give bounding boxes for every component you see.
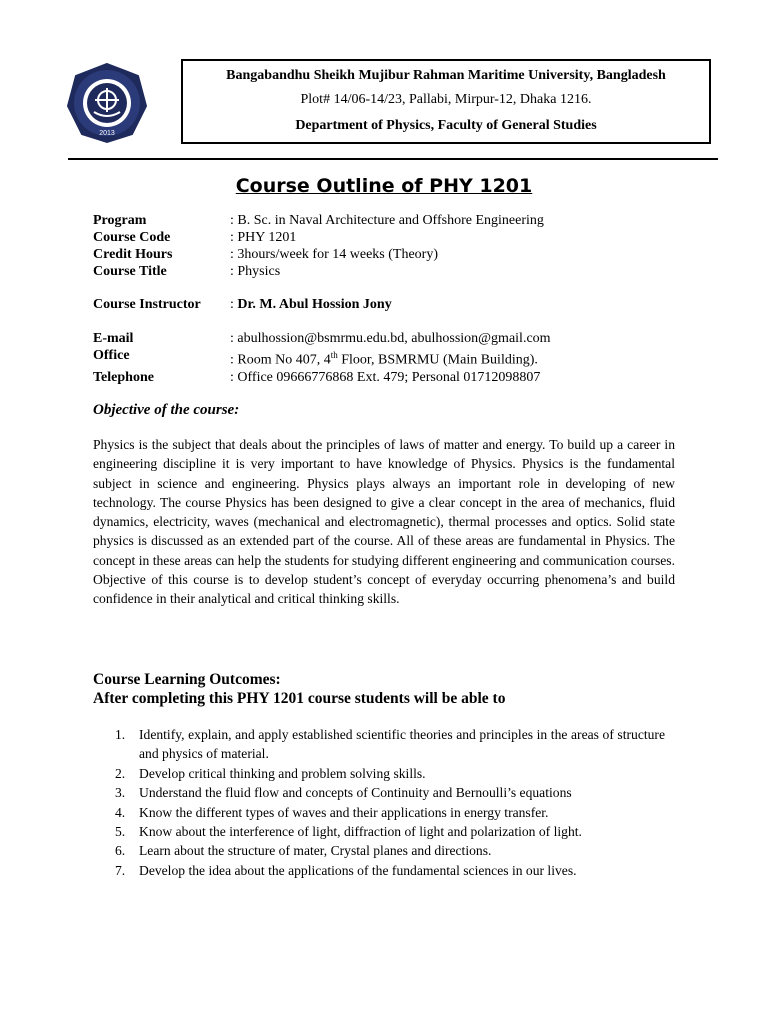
item-number: 5.: [115, 824, 126, 840]
office-sup: th: [330, 350, 338, 360]
item-text: Know the different types of waves and their applications in energy transfer.: [139, 804, 549, 820]
office-post: Floor, BSMRMU (Main Building).: [337, 352, 538, 368]
info-key: E-mail: [93, 331, 134, 346]
info-value: : PHY 1201: [230, 230, 297, 245]
list-item: [93, 822, 665, 841]
item-number: 1.: [115, 727, 126, 742]
item-text: Know about the interference of light, diffraction of light and polarization of light.: [139, 824, 582, 840]
outcomes-heading-2: After completing this PHY 1201 course students will be able to: [93, 690, 506, 707]
item-text: Develop critical thinking and problem solving skills.: [139, 765, 426, 781]
university-address: Plot# 14/06-14/23, Pallabi, Mirpur-12, Dhaka 1216.: [300, 92, 592, 107]
office-value: [230, 347, 538, 369]
university-name: Bangabandhu Sheikh Mujibur Rahman Maritime University, Bangladesh: [226, 68, 666, 83]
list-item: [93, 861, 665, 880]
telephone-value: : Office 09666776868 Ext. 479; Personal 01712098807: [230, 369, 541, 385]
item-text: Learn about the structure of mater, Crystal planes and directions.: [139, 843, 492, 859]
instructor-name: Dr. M. Abul Hossion Jony: [237, 297, 392, 312]
list-item: [93, 764, 665, 783]
item-number: 4.: [115, 804, 126, 820]
header-divider: [68, 158, 718, 160]
list-item: [93, 783, 665, 802]
university-seal-icon: [66, 62, 148, 144]
info-key: Telephone: [93, 369, 154, 385]
info-row-course-code: [93, 229, 544, 246]
info-row-course-title: [93, 263, 544, 280]
info-row-office: [93, 347, 551, 369]
list-item: [93, 803, 665, 822]
info-key: Program: [93, 213, 147, 228]
department-name: Department of Physics, Faculty of General Studies: [295, 118, 597, 133]
instructor-sep: :: [230, 297, 238, 312]
info-row-program: [93, 212, 544, 229]
outcomes-heading-1: Course Learning Outcomes:: [93, 671, 281, 688]
email-value[interactable]: : abulhossion@bsmrmu.edu.bd, abulhossion@gmail.com: [230, 331, 551, 346]
info-value: : Physics: [230, 264, 281, 279]
info-key: Course Code: [93, 230, 171, 245]
info-key: Course Title: [93, 264, 167, 279]
info-row-credit-hours: [93, 246, 544, 263]
outcomes-list: [93, 725, 665, 880]
item-number: 3.: [115, 785, 126, 801]
item-number: 6.: [115, 843, 126, 859]
header-box: [181, 59, 711, 144]
info-key: Office: [93, 348, 130, 363]
instructor-info: [93, 296, 392, 313]
office-pre: : Room No 407, 4: [230, 352, 331, 368]
item-text: Understand the fluid flow and concepts of Continuity and Bernoulli’s equations: [139, 785, 572, 801]
info-row-instructor: [93, 296, 392, 313]
course-info: [93, 212, 544, 280]
outcomes-heading: [93, 670, 505, 708]
logo-year: 2013: [99, 130, 115, 137]
item-text: Develop the idea about the applications of the fundamental sciences in our lives.: [139, 862, 577, 878]
info-key: Course Instructor: [93, 297, 201, 312]
info-row-email: [93, 330, 551, 347]
info-value: [230, 296, 392, 313]
item-number: 7.: [115, 862, 126, 878]
list-item: [93, 725, 665, 764]
info-value: : 3hours/week for 14 weeks (Theory): [230, 247, 438, 262]
page-title: Course Outline of PHY 1201: [235, 175, 533, 197]
objective-heading: Objective of the course:: [93, 402, 240, 418]
info-value: : B. Sc. in Naval Architecture and Offshore Engineering: [230, 213, 544, 228]
objective-paragraph: Physics is the subject that deals about the principles of laws of matter and energy. To build up a career in engineering discipline it is very important to have knowledge of Physics. Physics is the fundamental subject in science and engineering. Physics plays always an important role in developing of new technology. The course Physics has been designed to give a clear concept in the area of mechanics, fluid dynamics, electricity, waves (mechanical and electromagnetic), thermal processes and optics. Solid state physics is discussed as an extended part of the course. All of these areas are fundamental in Physics. The concept in these areas can help the students for studying different engineering and communication courses. Objective of this course is to develop student’s concept of everyday occurring phenomena’s and build confidence in their analytical and critical thinking skills.: [93, 437, 675, 607]
info-row-telephone: [93, 369, 551, 386]
item-text: Identify, explain, and apply established scientific theories and principles in the areas of structure and physics of material.: [139, 727, 665, 762]
contact-info: [93, 330, 551, 386]
info-key: Credit Hours: [93, 247, 173, 262]
item-number: 2.: [115, 765, 126, 781]
list-item: [93, 841, 665, 860]
